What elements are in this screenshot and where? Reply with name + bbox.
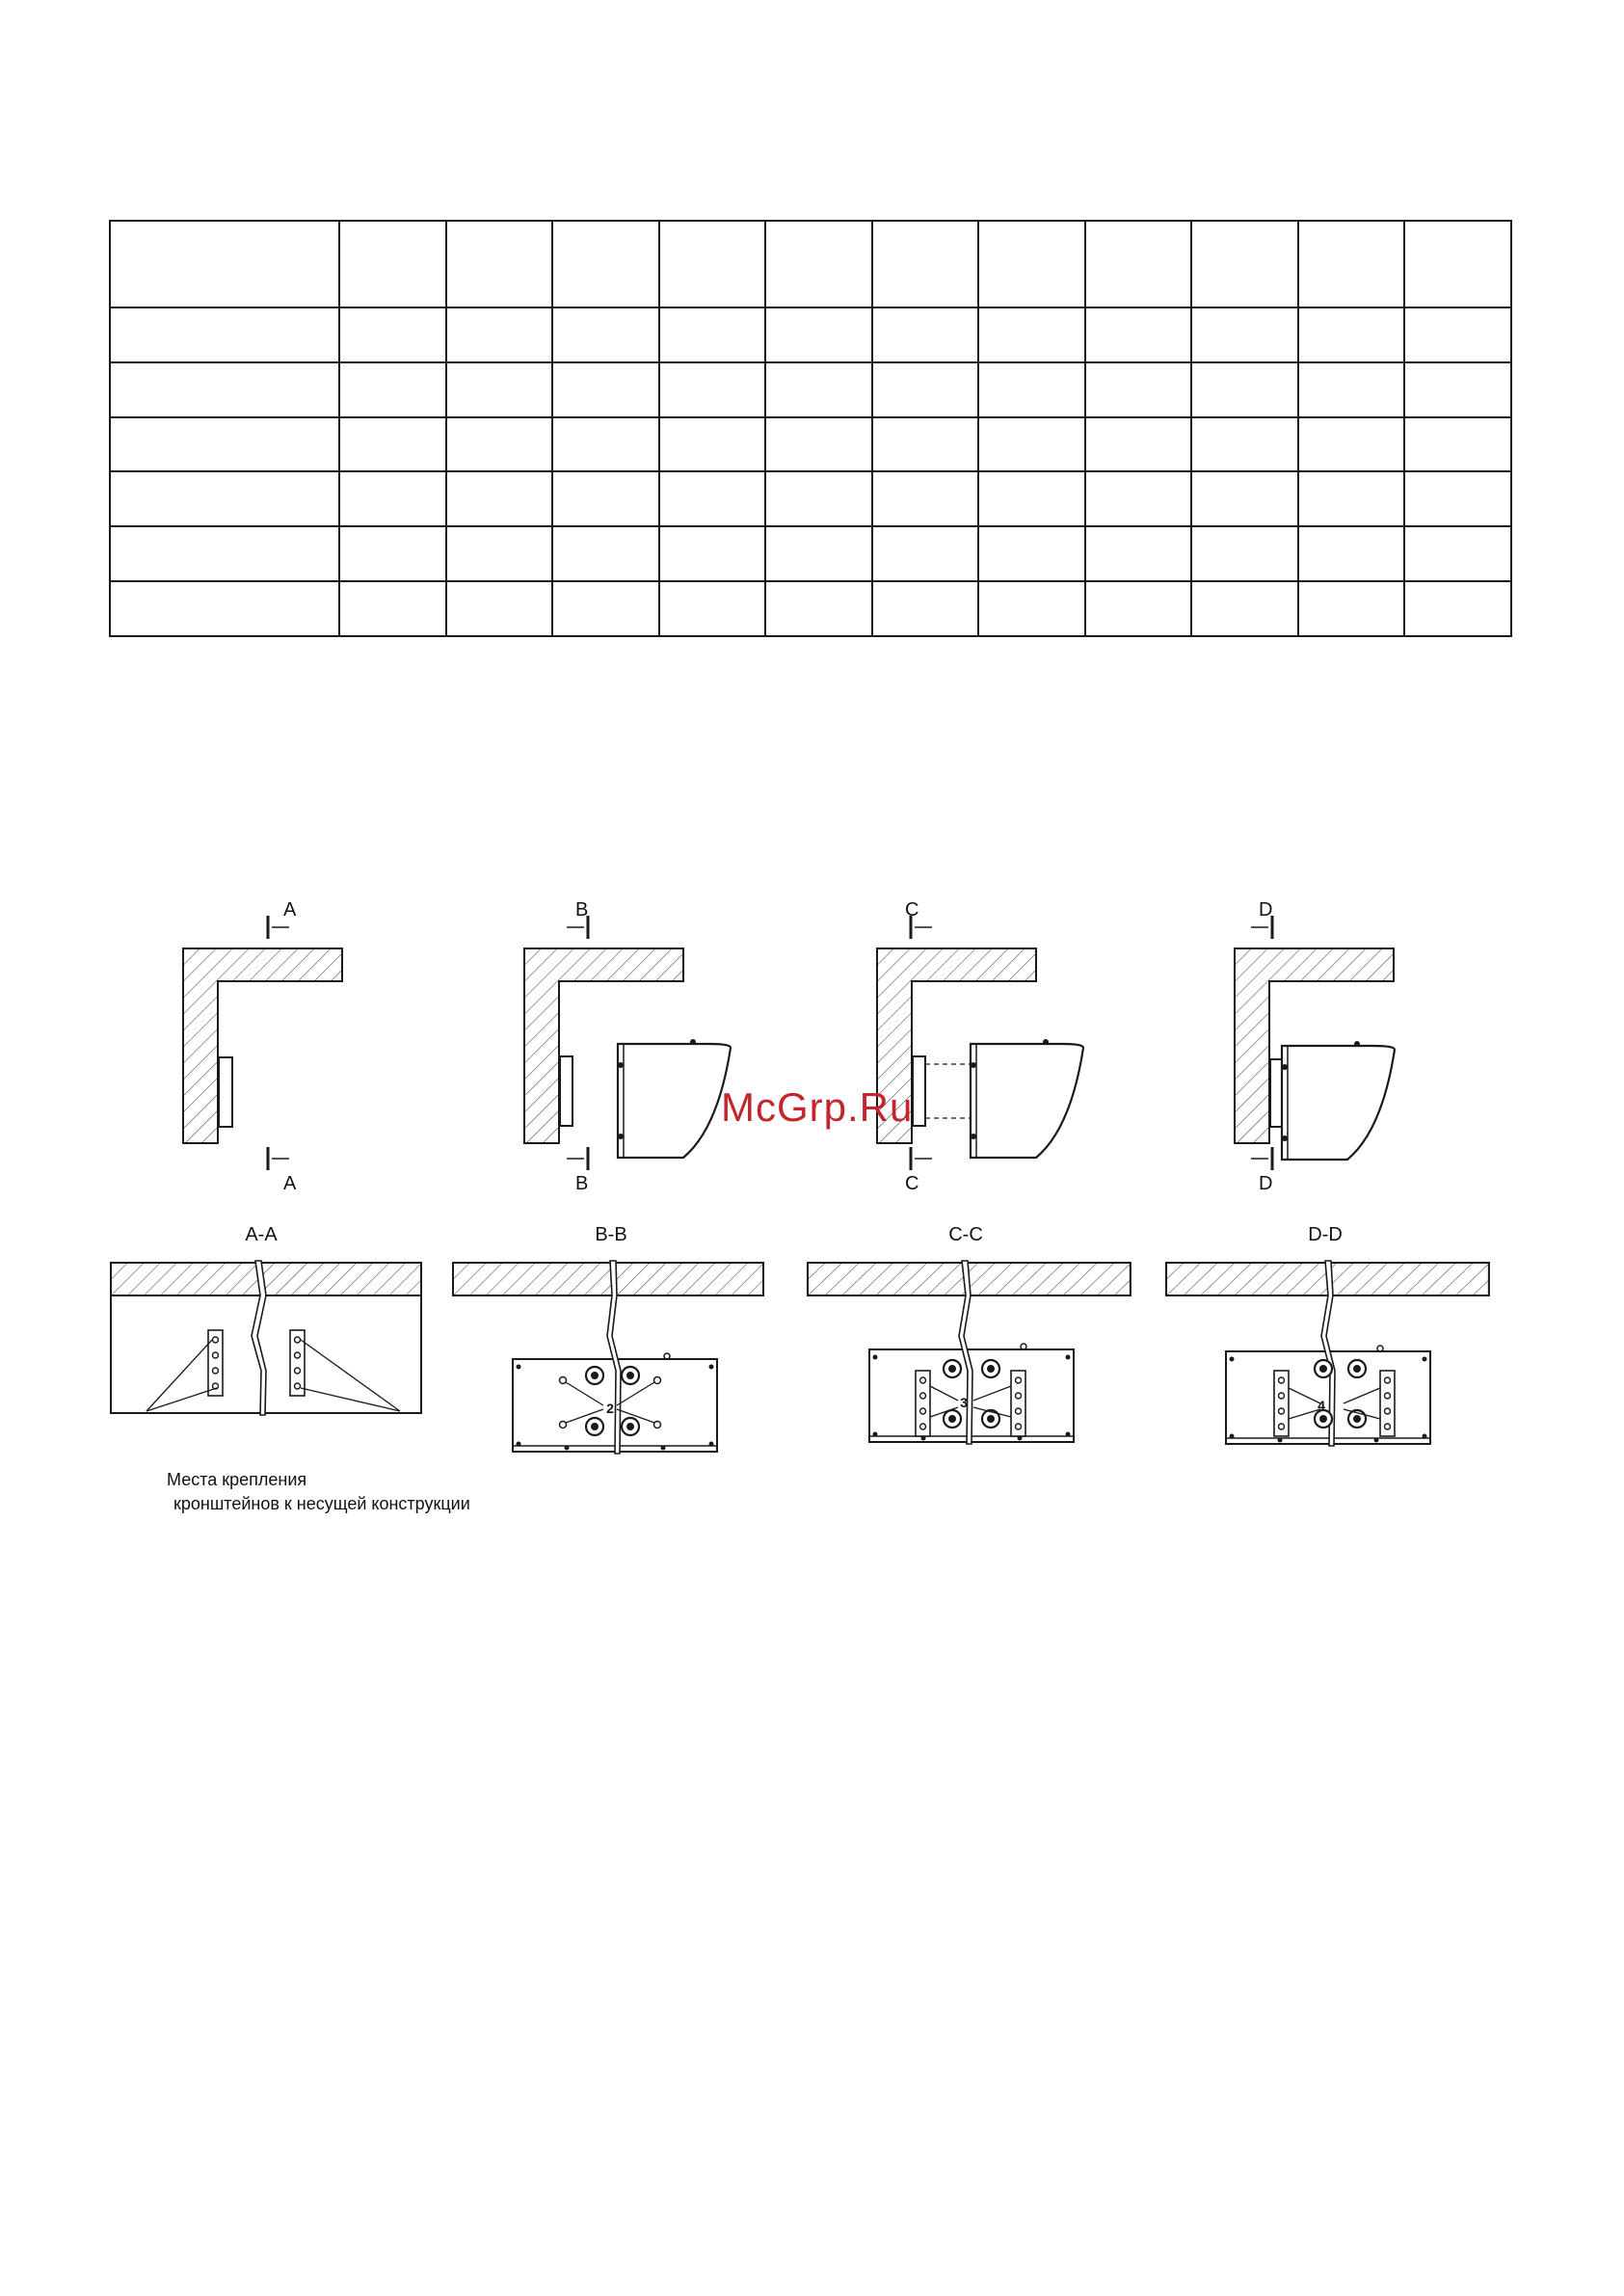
table-row-label <box>110 581 339 636</box>
table-cell <box>765 307 872 362</box>
table-cell <box>1298 581 1405 636</box>
table-cell <box>659 526 766 581</box>
annotation-line-1: Места крепления <box>167 1470 307 1489</box>
table-cell <box>872 417 979 472</box>
table-cell <box>446 526 553 581</box>
table-row <box>110 307 1511 362</box>
table-cell <box>1404 471 1511 526</box>
table-cell <box>1085 362 1192 417</box>
table-row <box>110 526 1511 581</box>
table-cell <box>552 471 659 526</box>
table-cell <box>1404 362 1511 417</box>
table-cell <box>1298 362 1405 417</box>
section-marker-label: A <box>283 899 297 921</box>
table-row <box>110 417 1511 472</box>
spec-table <box>109 220 1512 637</box>
section-marker-label: B <box>575 1173 589 1194</box>
table-row <box>110 221 1511 307</box>
table-row-label <box>110 362 339 417</box>
section-title-a-a: A-A <box>245 1224 278 1245</box>
table-cell <box>1085 526 1192 581</box>
table-cell <box>339 417 446 472</box>
table-cell <box>978 307 1085 362</box>
table-cell <box>872 221 979 307</box>
table-cell <box>1404 221 1511 307</box>
table-cell <box>446 417 553 472</box>
table-cell <box>872 526 979 581</box>
table-cell <box>552 221 659 307</box>
callout-4: 4 <box>1318 1398 1325 1413</box>
table-cell <box>978 581 1085 636</box>
table-cell <box>872 471 979 526</box>
table-row-label <box>110 417 339 472</box>
table-cell <box>1298 526 1405 581</box>
side-view-a <box>183 948 342 1143</box>
table-cell <box>339 471 446 526</box>
table-row-label <box>110 307 339 362</box>
table-row <box>110 362 1511 417</box>
table-row <box>110 581 1511 636</box>
section-b-b <box>453 1261 763 1454</box>
table-cell <box>659 221 766 307</box>
table-cell <box>659 471 766 526</box>
section-marker-label: D <box>1259 899 1273 921</box>
section-c-c <box>808 1261 1131 1444</box>
side-view-b <box>524 948 731 1158</box>
table-cell <box>765 471 872 526</box>
table-cell <box>872 581 979 636</box>
table-cell <box>765 362 872 417</box>
table-cell <box>1191 362 1298 417</box>
section-title-b-b: B-B <box>595 1224 627 1245</box>
table-cell <box>659 581 766 636</box>
table-cell <box>446 581 553 636</box>
section-marker-label: B <box>575 899 589 921</box>
table-row <box>110 471 1511 526</box>
section-a-a <box>111 1261 421 1415</box>
table-cell <box>339 221 446 307</box>
table-cell <box>765 417 872 472</box>
section-marker-label: C <box>905 899 919 921</box>
table-cell <box>1191 471 1298 526</box>
table-cell <box>978 526 1085 581</box>
table-cell <box>659 417 766 472</box>
table-cell <box>1085 221 1192 307</box>
table-row-label <box>110 471 339 526</box>
table-cell <box>978 471 1085 526</box>
table-cell <box>659 362 766 417</box>
table-row-label <box>110 221 339 307</box>
table-cell <box>1298 471 1405 526</box>
callout-3: 3 <box>960 1395 968 1410</box>
table-cell <box>1085 307 1192 362</box>
table-cell <box>1191 417 1298 472</box>
table-cell <box>978 417 1085 472</box>
table-cell <box>765 526 872 581</box>
table-cell <box>339 307 446 362</box>
table-cell <box>1298 221 1405 307</box>
table-cell <box>552 307 659 362</box>
table-cell <box>339 362 446 417</box>
table-cell <box>339 581 446 636</box>
section-d-d <box>1166 1261 1489 1446</box>
table-cell <box>1085 471 1192 526</box>
table-cell <box>1191 221 1298 307</box>
table-cell <box>978 221 1085 307</box>
table-cell <box>1085 581 1192 636</box>
section-markers <box>268 899 1272 1194</box>
table-cell <box>1404 526 1511 581</box>
section-marker-label: D <box>1259 1173 1273 1194</box>
table-cell <box>1298 307 1405 362</box>
section-title-c-c: C-C <box>948 1224 983 1245</box>
table-cell <box>1191 581 1298 636</box>
table-cell <box>552 581 659 636</box>
section-marker-label: C <box>905 1173 919 1194</box>
table-cell <box>1191 307 1298 362</box>
table-cell <box>446 362 553 417</box>
annotation-line-2: кронштейнов к несущей конструкции <box>173 1494 470 1513</box>
table-cell <box>552 417 659 472</box>
table-row-label <box>110 526 339 581</box>
side-view-d <box>1235 948 1395 1160</box>
table-cell <box>765 221 872 307</box>
table-cell <box>1085 417 1192 472</box>
table-cell <box>765 581 872 636</box>
table-cell <box>1191 526 1298 581</box>
table-cell <box>1404 417 1511 472</box>
table-cell <box>552 526 659 581</box>
table-cell <box>872 362 979 417</box>
section-marker-label: A <box>283 1173 297 1194</box>
table-cell <box>446 221 553 307</box>
table-cell <box>552 362 659 417</box>
table-cell <box>339 526 446 581</box>
table-cell <box>1404 581 1511 636</box>
table-cell <box>1298 417 1405 472</box>
section-title-d-d: D-D <box>1308 1224 1343 1245</box>
table-cell <box>978 362 1085 417</box>
table-cell <box>872 307 979 362</box>
table-cell <box>446 471 553 526</box>
watermark-text: McGrp.Ru <box>721 1084 914 1130</box>
table-cell <box>1404 307 1511 362</box>
callout-2: 2 <box>606 1401 614 1416</box>
table-cell <box>446 307 553 362</box>
table-cell <box>659 307 766 362</box>
mounting-drawings <box>0 868 1624 1562</box>
